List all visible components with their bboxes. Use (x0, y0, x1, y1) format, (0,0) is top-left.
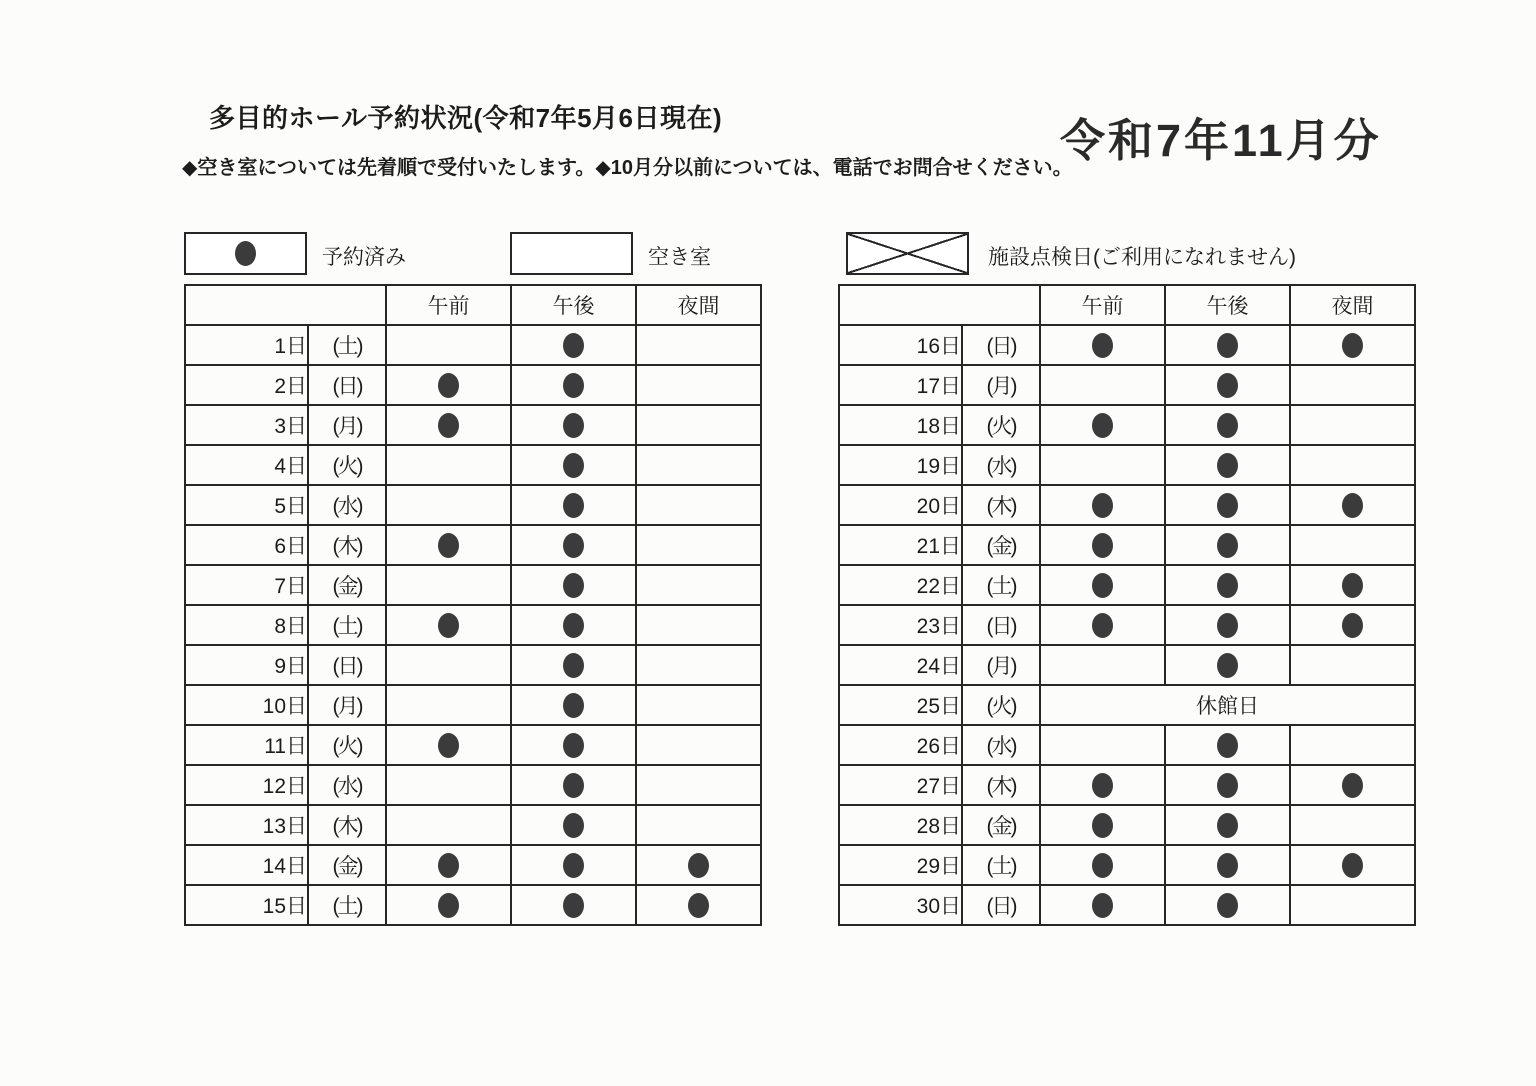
reserved-dot-icon (563, 813, 584, 838)
reserved-dot-icon (563, 533, 584, 558)
slot-morning-vacant (386, 645, 511, 685)
day-header-blank (185, 285, 386, 325)
slot-evening-vacant (1290, 805, 1415, 845)
day-label: 25日 (839, 685, 962, 725)
slot-morning-reserved (1040, 325, 1165, 365)
day-row-19日 (839, 445, 1415, 485)
weekday-label: (日) (962, 605, 1040, 645)
slot-afternoon-reserved (511, 685, 636, 725)
slot-evening-vacant (636, 485, 761, 525)
weekday-label: (月) (962, 365, 1040, 405)
slot-afternoon-reserved (1165, 485, 1290, 525)
slot-afternoon-reserved (1165, 445, 1290, 485)
reserved-dot-icon (563, 773, 584, 798)
slot-morning-reserved (1040, 805, 1165, 845)
weekday-label: (火) (308, 725, 386, 765)
slot-afternoon-reserved (511, 725, 636, 765)
reserved-dot-icon (438, 613, 459, 638)
slot-evening-vacant (636, 405, 761, 445)
day-row-14日 (185, 845, 761, 885)
reserved-dot-icon (1217, 853, 1238, 878)
slot-evening-reserved (1290, 485, 1415, 525)
slot-evening-vacant (636, 365, 761, 405)
slot-afternoon-reserved (1165, 525, 1290, 565)
slot-afternoon-reserved (511, 765, 636, 805)
reserved-dot-icon (1217, 773, 1238, 798)
reserved-dot-icon (563, 453, 584, 478)
slot-morning-reserved (386, 885, 511, 925)
reserved-dot-icon (1342, 853, 1363, 878)
reservation-table-days-16-30 (838, 284, 1416, 926)
weekday-label: (木) (962, 485, 1040, 525)
reserved-dot-icon (438, 373, 459, 398)
slot-evening-vacant (636, 605, 761, 645)
day-label: 27日 (839, 765, 962, 805)
slot-morning-vacant (386, 765, 511, 805)
weekday-label: (木) (308, 525, 386, 565)
slot-morning-vacant (386, 445, 511, 485)
page-title: 多目的ホール予約状況(令和7年5月6日現在) (209, 103, 723, 133)
weekday-label: (月) (308, 405, 386, 445)
weekday-label: (木) (962, 765, 1040, 805)
closed-day-cell: 休館日 (1040, 685, 1415, 725)
day-row-15日 (185, 885, 761, 925)
weekday-label: (金) (962, 525, 1040, 565)
slot-evening-vacant (636, 725, 761, 765)
weekday-label: (水) (308, 485, 386, 525)
day-row-28日 (839, 805, 1415, 845)
day-label: 11日 (185, 725, 308, 765)
slot-evening-vacant (1290, 405, 1415, 445)
day-label: 14日 (185, 845, 308, 885)
day-label: 30日 (839, 885, 962, 925)
reserved-dot-icon (1092, 813, 1113, 838)
reserved-dot-icon (235, 241, 256, 266)
day-row-26日 (839, 725, 1415, 765)
reserved-dot-icon (1217, 333, 1238, 358)
day-row-22日 (839, 565, 1415, 605)
day-row-5日 (185, 485, 761, 525)
day-row-27日 (839, 765, 1415, 805)
reserved-dot-icon (1092, 853, 1113, 878)
reserved-dot-icon (438, 413, 459, 438)
slot-morning-reserved (1040, 485, 1165, 525)
slot-morning-reserved (386, 605, 511, 645)
reserved-dot-icon (563, 853, 584, 878)
day-label: 12日 (185, 765, 308, 805)
slot-evening-vacant (1290, 725, 1415, 765)
slot-evening-vacant (1290, 445, 1415, 485)
slot-evening-vacant (1290, 365, 1415, 405)
reserved-dot-icon (1342, 333, 1363, 358)
weekday-label: (金) (962, 805, 1040, 845)
reserved-dot-icon (1092, 893, 1113, 918)
day-label: 19日 (839, 445, 962, 485)
day-row-29日 (839, 845, 1415, 885)
weekday-label: (水) (962, 445, 1040, 485)
day-row-24日 (839, 645, 1415, 685)
header-row (185, 285, 761, 325)
weekday-label: (火) (308, 445, 386, 485)
day-label: 16日 (839, 325, 962, 365)
slot-morning-vacant (386, 685, 511, 725)
slot-evening-vacant (636, 525, 761, 565)
slot-morning-reserved (1040, 565, 1165, 605)
reserved-dot-icon (1217, 893, 1238, 918)
legend-reserved-box (184, 232, 307, 275)
reserved-dot-icon (1217, 653, 1238, 678)
day-row-7日 (185, 565, 761, 605)
day-row-30日 (839, 885, 1415, 925)
slot-evening-vacant (636, 445, 761, 485)
legend-reserved-label: 予約済み (322, 246, 406, 269)
weekday-label: (月) (308, 685, 386, 725)
day-label: 28日 (839, 805, 962, 845)
time-column-header: 午前 (1040, 285, 1165, 325)
slot-morning-vacant (1040, 365, 1165, 405)
reserved-dot-icon (688, 893, 709, 918)
reserved-dot-icon (563, 613, 584, 638)
day-row-9日 (185, 645, 761, 685)
slot-evening-vacant (636, 805, 761, 845)
day-label: 22日 (839, 565, 962, 605)
reserved-dot-icon (563, 893, 584, 918)
slot-afternoon-reserved (511, 565, 636, 605)
day-label: 21日 (839, 525, 962, 565)
reserved-dot-icon (1217, 813, 1238, 838)
day-row-2日 (185, 365, 761, 405)
weekday-label: (金) (308, 845, 386, 885)
slot-evening-reserved (1290, 845, 1415, 885)
reserved-dot-icon (1342, 773, 1363, 798)
slot-morning-reserved (1040, 885, 1165, 925)
day-label: 5日 (185, 485, 308, 525)
slot-morning-vacant (1040, 445, 1165, 485)
weekday-label: (水) (962, 725, 1040, 765)
slot-afternoon-reserved (511, 485, 636, 525)
slot-afternoon-reserved (511, 405, 636, 445)
reserved-dot-icon (438, 893, 459, 918)
slot-morning-vacant (386, 485, 511, 525)
reserved-dot-icon (438, 853, 459, 878)
slot-afternoon-reserved (1165, 765, 1290, 805)
day-row-21日 (839, 525, 1415, 565)
slot-evening-reserved (1290, 765, 1415, 805)
reserved-dot-icon (563, 733, 584, 758)
weekday-label: (土) (308, 325, 386, 365)
reserved-dot-icon (1342, 613, 1363, 638)
legend-inspection-x-icon (846, 232, 969, 275)
time-column-header: 夜間 (1290, 285, 1415, 325)
slot-evening-vacant (636, 565, 761, 605)
slot-evening-reserved (636, 845, 761, 885)
reserved-dot-icon (688, 853, 709, 878)
slot-afternoon-reserved (1165, 605, 1290, 645)
slot-morning-reserved (1040, 405, 1165, 445)
slot-morning-reserved (386, 845, 511, 885)
reserved-dot-icon (1217, 453, 1238, 478)
slot-afternoon-reserved (511, 445, 636, 485)
slot-afternoon-reserved (1165, 725, 1290, 765)
day-row-3日 (185, 405, 761, 445)
day-label: 24日 (839, 645, 962, 685)
slot-morning-vacant (386, 325, 511, 365)
slot-morning-vacant (386, 805, 511, 845)
weekday-label: (土) (962, 565, 1040, 605)
slot-evening-reserved (1290, 565, 1415, 605)
legend-vacant-label: 空き室 (648, 246, 711, 269)
day-label: 9日 (185, 645, 308, 685)
weekday-label: (日) (962, 885, 1040, 925)
slot-morning-reserved (386, 725, 511, 765)
weekday-label: (水) (308, 765, 386, 805)
slot-morning-reserved (386, 405, 511, 445)
reserved-dot-icon (1092, 773, 1113, 798)
time-column-header: 夜間 (636, 285, 761, 325)
weekday-label: (火) (962, 685, 1040, 725)
slot-morning-reserved (1040, 765, 1165, 805)
day-row-4日 (185, 445, 761, 485)
reserved-dot-icon (1092, 613, 1113, 638)
reserved-dot-icon (438, 733, 459, 758)
reserved-dot-icon (1092, 533, 1113, 558)
reserved-dot-icon (1092, 493, 1113, 518)
day-label: 4日 (185, 445, 308, 485)
day-row-25日 (839, 685, 1415, 725)
weekday-label: (土) (962, 845, 1040, 885)
month-label: 令和7年11月分 (1060, 115, 1382, 166)
reserved-dot-icon (563, 493, 584, 518)
weekday-label: (木) (308, 805, 386, 845)
slot-evening-vacant (1290, 645, 1415, 685)
time-column-header: 午後 (1165, 285, 1290, 325)
day-label: 2日 (185, 365, 308, 405)
slot-afternoon-reserved (511, 605, 636, 645)
slot-afternoon-reserved (511, 325, 636, 365)
slot-evening-vacant (636, 645, 761, 685)
slot-morning-reserved (1040, 525, 1165, 565)
slot-morning-vacant (386, 565, 511, 605)
header-row (839, 285, 1415, 325)
reserved-dot-icon (1217, 573, 1238, 598)
day-label: 29日 (839, 845, 962, 885)
time-column-header: 午後 (511, 285, 636, 325)
slot-afternoon-reserved (1165, 805, 1290, 845)
slot-afternoon-reserved (511, 885, 636, 925)
reserved-dot-icon (563, 653, 584, 678)
day-row-11日 (185, 725, 761, 765)
slot-evening-reserved (1290, 605, 1415, 645)
day-row-23日 (839, 605, 1415, 645)
day-label: 20日 (839, 485, 962, 525)
weekday-label: (日) (308, 365, 386, 405)
reserved-dot-icon (1217, 493, 1238, 518)
slot-morning-reserved (386, 365, 511, 405)
slot-afternoon-reserved (1165, 845, 1290, 885)
page-note: ◆空き室については先着順で受付いたします。◆10月分以前については、電話でお問合せください。 (182, 157, 1073, 179)
slot-afternoon-reserved (1165, 565, 1290, 605)
reserved-dot-icon (1342, 493, 1363, 518)
reserved-dot-icon (1217, 613, 1238, 638)
slot-morning-reserved (1040, 845, 1165, 885)
day-label: 6日 (185, 525, 308, 565)
day-label: 13日 (185, 805, 308, 845)
day-row-16日 (839, 325, 1415, 365)
slot-afternoon-reserved (511, 365, 636, 405)
day-label: 10日 (185, 685, 308, 725)
time-column-header: 午前 (386, 285, 511, 325)
day-label: 3日 (185, 405, 308, 445)
day-row-1日 (185, 325, 761, 365)
slot-afternoon-reserved (511, 525, 636, 565)
slot-evening-vacant (1290, 525, 1415, 565)
reserved-dot-icon (563, 413, 584, 438)
day-row-10日 (185, 685, 761, 725)
reserved-dot-icon (1342, 573, 1363, 598)
slot-morning-vacant (1040, 725, 1165, 765)
reserved-dot-icon (1217, 533, 1238, 558)
slot-afternoon-reserved (511, 845, 636, 885)
slot-evening-vacant (636, 765, 761, 805)
day-row-8日 (185, 605, 761, 645)
day-label: 26日 (839, 725, 962, 765)
slot-afternoon-reserved (1165, 365, 1290, 405)
reserved-dot-icon (563, 573, 584, 598)
slot-afternoon-reserved (1165, 405, 1290, 445)
slot-evening-reserved (1290, 325, 1415, 365)
reserved-dot-icon (1092, 573, 1113, 598)
weekday-label: (土) (308, 605, 386, 645)
slot-afternoon-reserved (511, 805, 636, 845)
reserved-dot-icon (563, 373, 584, 398)
reservation-table-days-1-15 (184, 284, 762, 926)
slot-evening-vacant (1290, 885, 1415, 925)
legend-vacant-box (510, 232, 633, 275)
reserved-dot-icon (1217, 413, 1238, 438)
weekday-label: (金) (308, 565, 386, 605)
slot-afternoon-reserved (1165, 325, 1290, 365)
slot-afternoon-reserved (1165, 645, 1290, 685)
slot-morning-reserved (386, 525, 511, 565)
slot-afternoon-reserved (1165, 885, 1290, 925)
day-row-18日 (839, 405, 1415, 445)
reserved-dot-icon (563, 693, 584, 718)
weekday-label: (火) (962, 405, 1040, 445)
slot-evening-reserved (636, 885, 761, 925)
day-row-13日 (185, 805, 761, 845)
reserved-dot-icon (563, 333, 584, 358)
slot-evening-vacant (636, 685, 761, 725)
weekday-label: (日) (308, 645, 386, 685)
day-row-6日 (185, 525, 761, 565)
weekday-label: (日) (962, 325, 1040, 365)
day-row-17日 (839, 365, 1415, 405)
day-label: 7日 (185, 565, 308, 605)
day-label: 18日 (839, 405, 962, 445)
weekday-label: (土) (308, 885, 386, 925)
day-label: 1日 (185, 325, 308, 365)
reserved-dot-icon (1217, 733, 1238, 758)
day-label: 15日 (185, 885, 308, 925)
slot-morning-vacant (1040, 645, 1165, 685)
slot-afternoon-reserved (511, 645, 636, 685)
reserved-dot-icon (1092, 333, 1113, 358)
day-label: 8日 (185, 605, 308, 645)
day-row-12日 (185, 765, 761, 805)
day-label: 23日 (839, 605, 962, 645)
reserved-dot-icon (1217, 373, 1238, 398)
reserved-dot-icon (438, 533, 459, 558)
day-header-blank (839, 285, 1040, 325)
slot-morning-reserved (1040, 605, 1165, 645)
weekday-label: (月) (962, 645, 1040, 685)
slot-evening-inspection (636, 325, 761, 365)
legend-inspection-label: 施設点検日(ご利用になれません) (988, 246, 1296, 269)
day-label: 17日 (839, 365, 962, 405)
reserved-dot-icon (1092, 413, 1113, 438)
day-row-20日 (839, 485, 1415, 525)
